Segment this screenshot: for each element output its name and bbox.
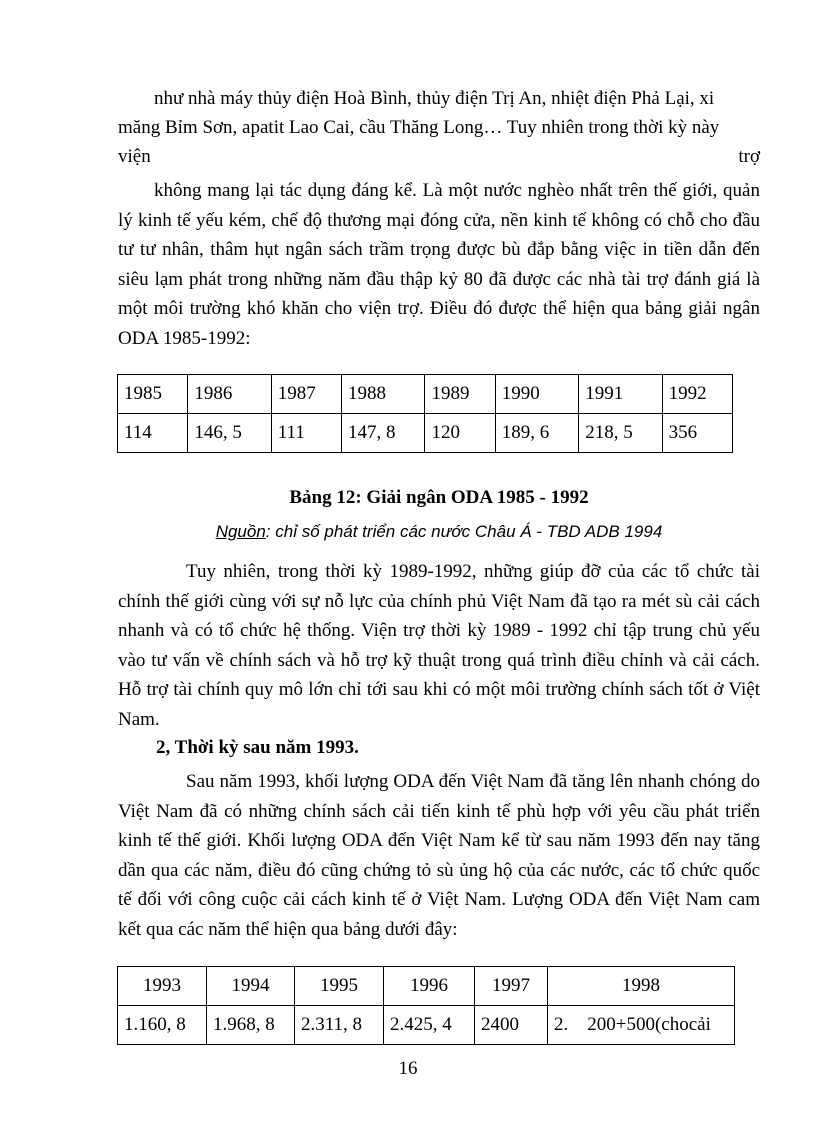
- paragraph-reform: Tuy nhiên, trong thời kỳ 1989-1992, những giúp đỡ của các tổ chức tài chính thế giới cùng với sự nỗ lực của chính phủ Việt Nam đã tạo ra mét sù cải cách nhanh và có tổ chức hệ thống. Viện trợ thời kỳ 1989 - 1992 chỉ tập trung chủ yếu vào tư vấn về chính sách và hỗ trợ kỹ thuật trong quá trình điều chỉnh và cải cách. Hỗ trợ tài chính quy mô lớn chỉ tới sau khi có một môi trường chính sách tốt ở Việt Nam.: [118, 561, 760, 730]
- page-number: 16: [398, 1058, 418, 1079]
- oda-commitment-table-1993-1998: [117, 966, 735, 1045]
- table-cell: 2400: [475, 1006, 548, 1045]
- table-cell: 2.311, 8: [295, 1006, 384, 1045]
- table-cell: 1.968, 8: [207, 1006, 295, 1045]
- table-cell: 1994: [207, 967, 295, 1006]
- paragraph-line: như nhà máy thủy điện Hoà Bình, thủy điện Trị An, nhiệt điện Phả Lại, xi: [154, 88, 715, 109]
- table-cell: 1997: [475, 967, 548, 1006]
- table-cell: 1995: [295, 967, 384, 1006]
- paragraph-line-split: [118, 142, 760, 172]
- oda-disbursement-table-1985-1992: [117, 374, 733, 453]
- table-cell: 356: [662, 414, 732, 453]
- section-heading: 2, Thời kỳ sau năm 1993.: [156, 737, 359, 758]
- table-cell: 111: [271, 414, 341, 453]
- table-cell: 2. 200+500(chocải: [548, 1006, 735, 1045]
- table-cell: 1989: [425, 375, 495, 414]
- word-right: trợ: [738, 146, 760, 167]
- table-row-years: [118, 967, 735, 1006]
- table-cell: 120: [425, 414, 495, 453]
- table-cell: 1996: [384, 967, 475, 1006]
- table-cell: 189, 6: [495, 414, 578, 453]
- table-row-years: [118, 375, 733, 414]
- table-cell: 1.160, 8: [118, 1006, 207, 1045]
- table-cell: 1985: [118, 375, 188, 414]
- table-caption: Bảng 12: Giải ngân ODA 1985 - 1992: [289, 487, 589, 508]
- table-cell: 1990: [495, 375, 578, 414]
- source-label: Nguồn: [215, 522, 266, 541]
- table-cell: 2.425, 4: [384, 1006, 475, 1045]
- word-left: viện: [118, 146, 151, 167]
- table-cell: 218, 5: [579, 414, 662, 453]
- table-cell: 1986: [188, 375, 271, 414]
- paragraph-line: măng Bỉm Sơn, apatit Lao Cai, cầu Thăng Long… Tuy nhiên trong thời kỳ này: [118, 117, 720, 138]
- table-cell: 1992: [662, 375, 732, 414]
- table-cell: 1998: [548, 967, 735, 1006]
- table-cell: 1988: [342, 375, 425, 414]
- table-row-values: [118, 414, 733, 453]
- table-row-values: [118, 1006, 735, 1045]
- table-source: [118, 522, 760, 542]
- table-cell: 1987: [271, 375, 341, 414]
- table-cell: 147, 8: [342, 414, 425, 453]
- table-cell: 146, 5: [188, 414, 271, 453]
- source-text: : chỉ số phát triển các nước Châu Á - TBD ADB 1994: [265, 522, 663, 541]
- paragraph-post-1993: Sau năm 1993, khối lượng ODA đến Việt Nam đã tăng lên nhanh chóng do Việt Nam đã có những chính sách cải tiến kinh tế phù hợp với yêu cầu phát triển kinh tế thế giới. Khối lượng ODA đến Việt Nam kể từ sau năm 1993 đến nay tăng dần qua các năm, điều đó cũng chứng tỏ sù ủng hộ của các nước, các tổ chức quốc tế đối với công cuộc cải cách kinh tế ở Việt Nam. Lượng ODA đến Việt Nam cam kết qua các năm thể hiện qua bảng dưới đây:: [118, 771, 760, 940]
- table-cell: 1991: [579, 375, 662, 414]
- paragraph-aid-context: không mang lại tác dụng đáng kể. Là một nước nghèo nhất trên thế giới, quản lý kinh tế yếu kém, chế độ thương mại đóng cửa, nền kinh tế không có chỗ cho đầu tư tư nhân, thâm hụt ngân sách trầm trọng được bù đắp bằng việc in tiền dẫn đến siêu lạm phát trong những năm đầu thập kỷ 80 đã được các nhà tài trợ đánh giá là một môi trường khó khăn cho viện trợ. Điều đó được thể hiện qua bảng giải ngân ODA 1985-1992:: [118, 180, 760, 349]
- table-cell: 1993: [118, 967, 207, 1006]
- table-cell: 114: [118, 414, 188, 453]
